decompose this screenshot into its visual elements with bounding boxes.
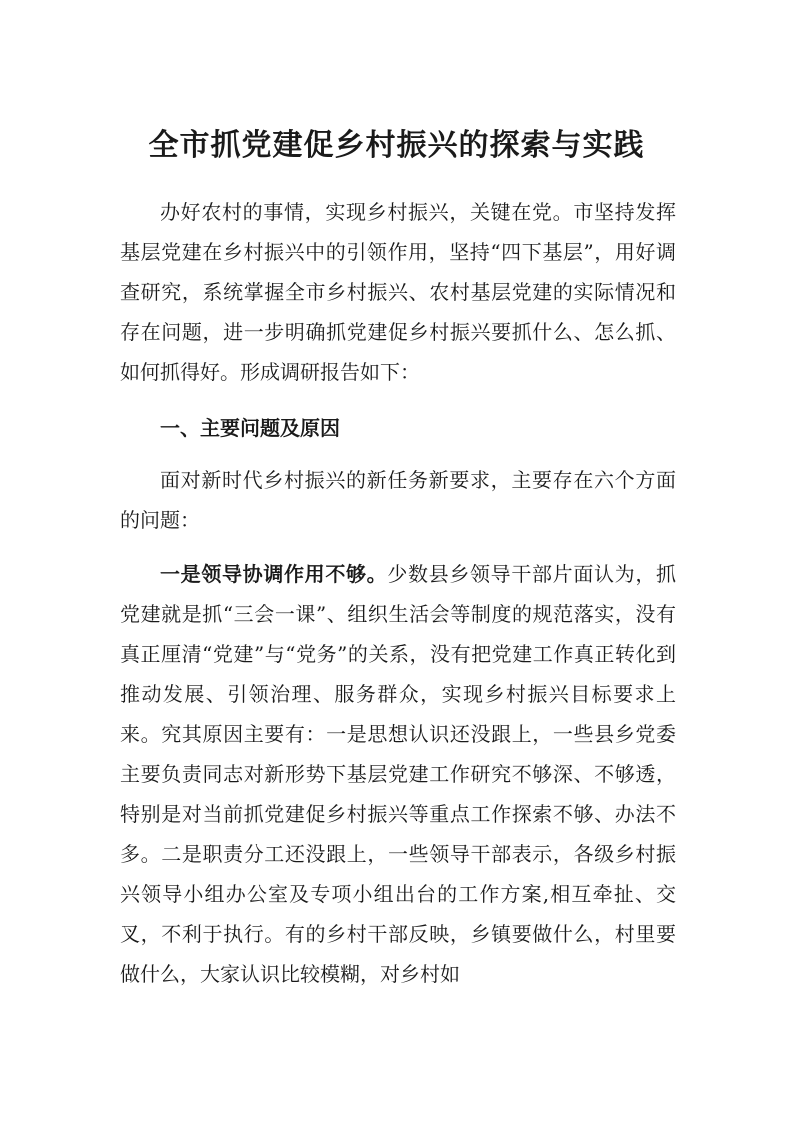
- point-one-paragraph: [120, 554, 676, 994]
- intro-paragraph: 办好农村的事情，实现乡村振兴，关键在党。市坚持发挥基层党建在乡村振兴中的引领作用，坚持“四下基层”，用好调查研究，系统掌握全市乡村振兴、农村基层党建的实际情况和存在问题，进一步明确抓党建促乡村振兴要抓什么、怎么抓、如何抓得好。形成调研报告如下：: [120, 200, 676, 384]
- point-one-lead: 一是领导协调作用不够。: [160, 562, 388, 586]
- document-title: 全市抓党建促乡村振兴的探索与实践: [148, 128, 645, 163]
- section-heading: 一、主要问题及原因: [160, 416, 340, 440]
- section-intro-paragraph: 面对新时代乡村振兴的新任务新要求，主要存在六个方面的问题：: [120, 468, 676, 532]
- point-one-body: 少数县乡领导干部片面认为，抓党建就是抓“三会一课”、组织生活会等制度的规范落实，没有真正厘清“党建”与“党务”的关系，没有把党建工作真正转化到推动发展、引领治理、服务群众，实现乡村振兴目标要求上来。究其原因主要有：一是思想认识还没跟上，一些县乡党委主要负责同志对新形势下基层党建工作研究不够深、不够透，特别是对当前抓党建促乡村振兴等重点工作探索不够、办法不多。二是职责分工还没跟上，一些领导干部表示，各级乡村振兴领导小组办公室及专项小组出台的工作方案,相互牵扯、交叉，不利于执行。有的乡村干部反映，乡镇要做什么，村里要做什么，大家认识比较模糊，对乡村如: [120, 562, 677, 986]
